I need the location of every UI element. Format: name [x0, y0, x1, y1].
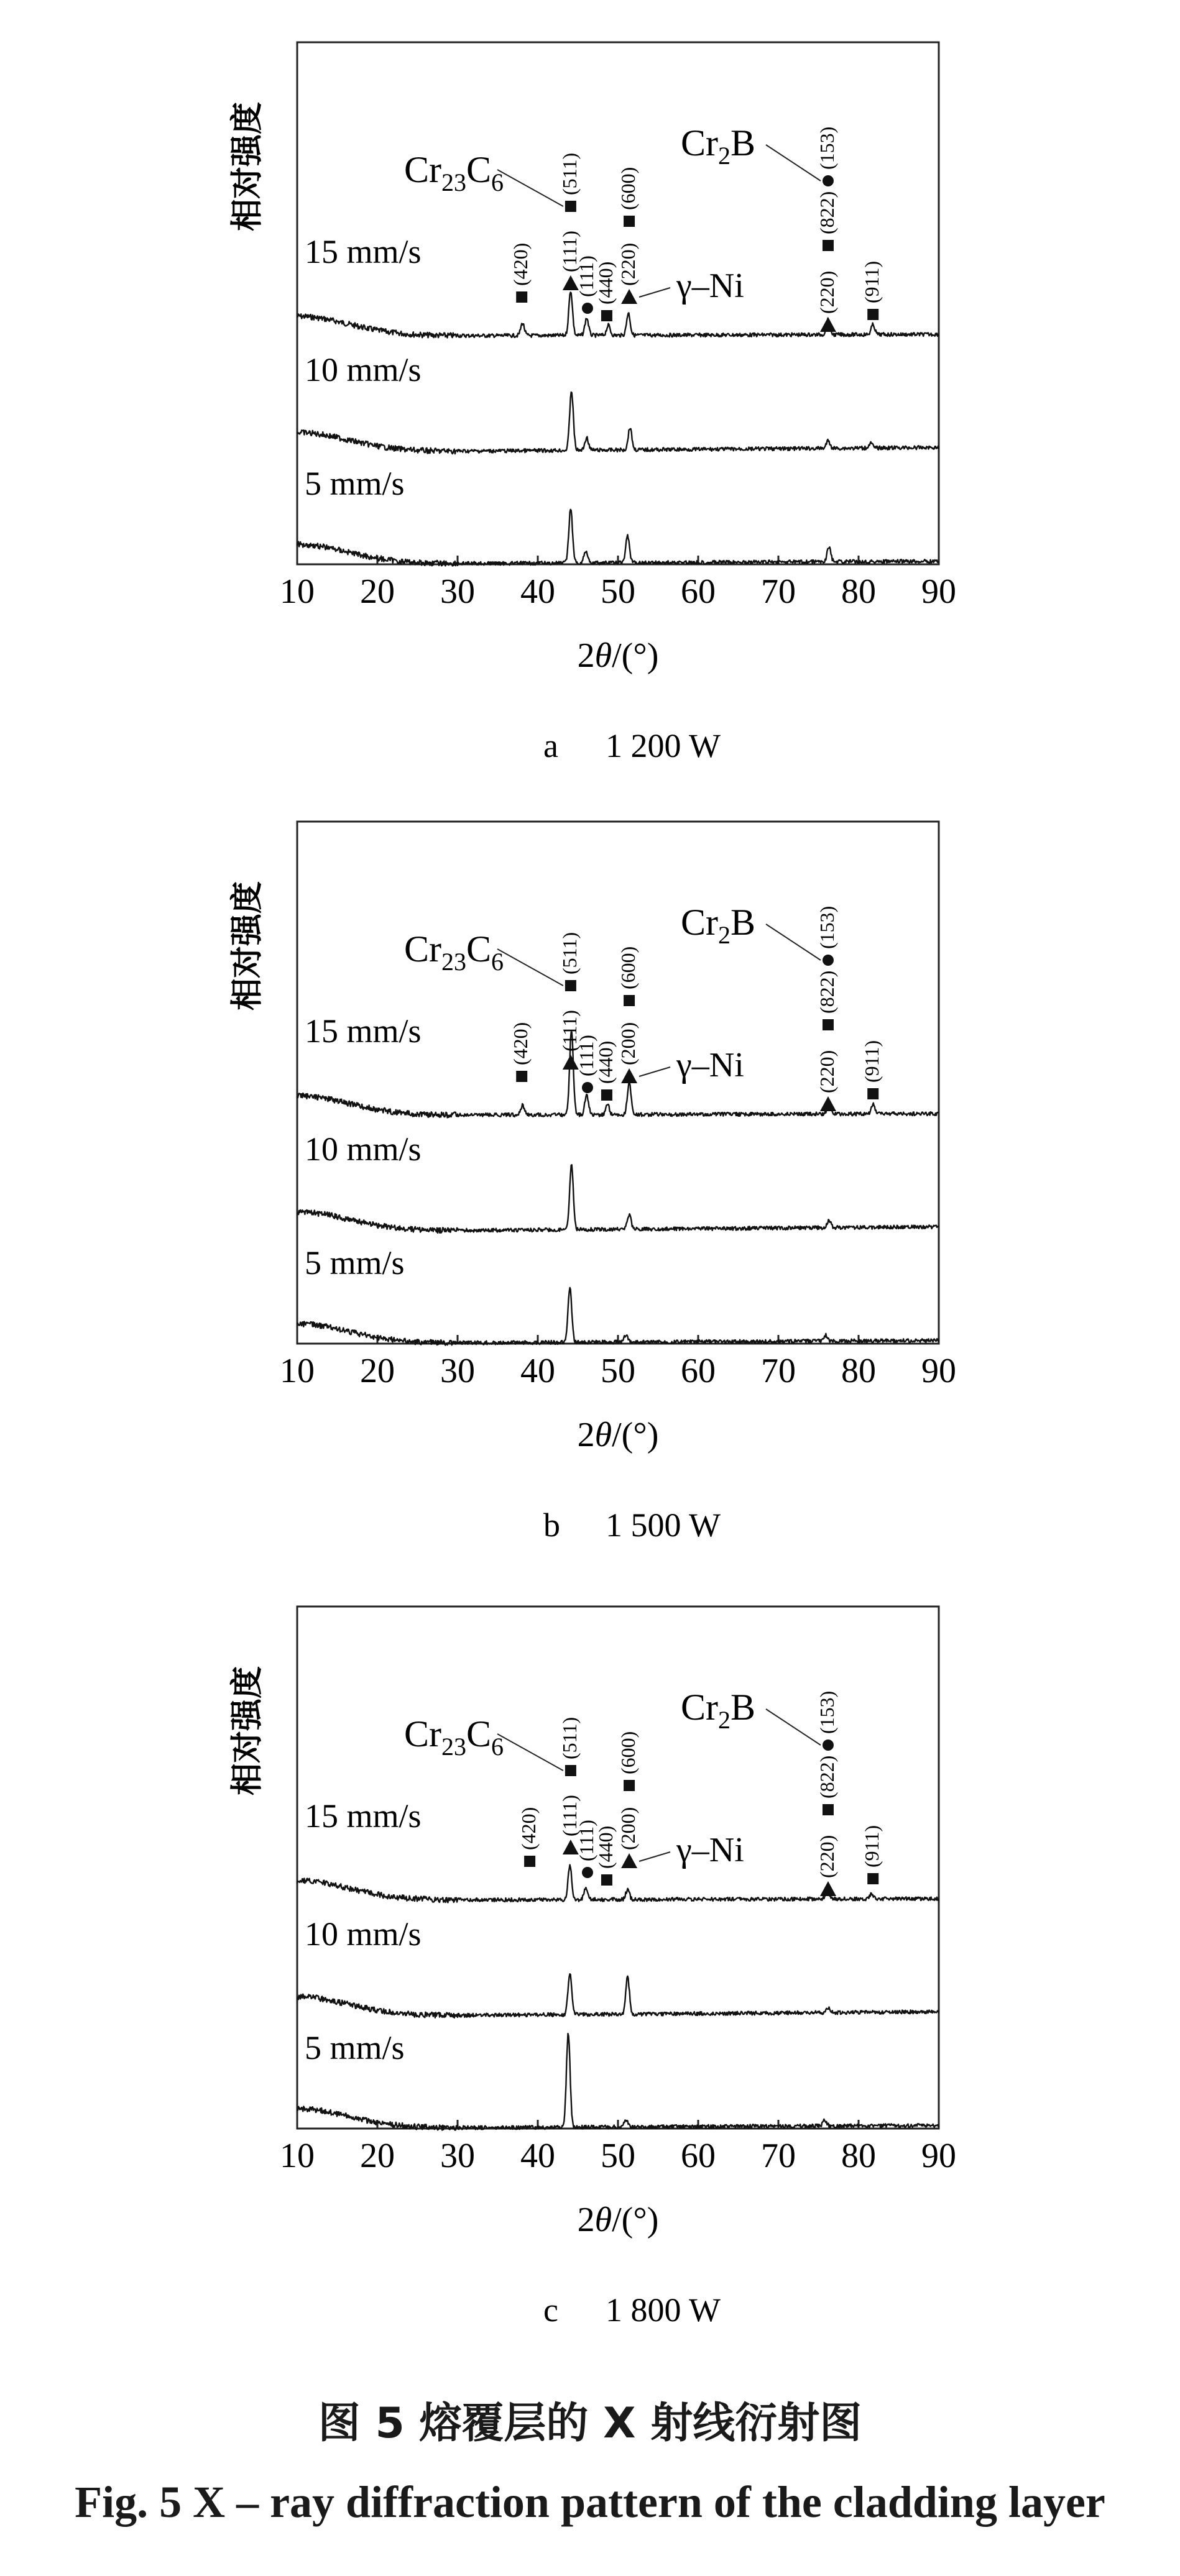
hkl-label: (420) — [509, 1022, 532, 1065]
x-tick-label: 30 — [440, 572, 475, 611]
diffraction-trace — [297, 1974, 939, 2018]
x-tick-label: 20 — [360, 572, 395, 611]
series-label: 15 mm/s — [305, 1012, 422, 1050]
marker-square — [867, 1873, 878, 1884]
phase-label-gamma-ni: γ–Ni — [676, 1046, 744, 1084]
phase-label-cr2b: $Cr_2B$ — [681, 122, 756, 170]
x-tick-label: 30 — [440, 1352, 475, 1390]
x-tick-label: 90 — [921, 572, 956, 611]
phase-label-cr23c6: $Cr_{23}C_6$ — [404, 149, 504, 196]
marker-square — [624, 1780, 635, 1791]
x-tick-label: 40 — [520, 572, 555, 611]
x-axis-label: 2θ/(°) — [577, 2201, 659, 2239]
hkl-label: (111) — [574, 1035, 597, 1076]
x-tick-label: 20 — [360, 2137, 395, 2175]
panel-power: 1 200 W — [606, 727, 721, 764]
y-axis-label: 相对强度 — [230, 1666, 265, 1796]
marker-square — [565, 1765, 576, 1776]
x-tick-label: 10 — [280, 572, 315, 611]
x-tick-label: 40 — [520, 1352, 555, 1390]
y-axis-label: 相对强度 — [230, 101, 265, 232]
marker-circle — [582, 1867, 593, 1878]
x-tick-label: 10 — [280, 2137, 315, 2175]
hkl-label: (911) — [860, 260, 883, 303]
marker-square — [524, 1856, 535, 1867]
hkl-label: (420) — [517, 1807, 540, 1850]
series-label: 15 mm/s — [305, 1797, 422, 1835]
x-tick-label: 40 — [520, 2137, 555, 2175]
series-label: 10 mm/s — [305, 1130, 422, 1168]
hkl-label: (220) — [815, 1050, 838, 1093]
marker-triangle — [621, 289, 637, 304]
leader-line — [497, 949, 563, 986]
hkl-label: (200) — [617, 1807, 640, 1850]
hkl-label: (911) — [860, 1825, 883, 1868]
leader-line — [639, 1852, 670, 1861]
series-label: 5 mm/s — [305, 2029, 405, 2066]
leader-line — [639, 288, 670, 297]
marker-circle — [582, 1082, 593, 1093]
marker-square — [565, 201, 576, 212]
panel-b — [229, 822, 956, 1544]
marker-square — [624, 216, 635, 227]
marker-circle — [582, 303, 593, 314]
hkl-label: (822) — [815, 1755, 838, 1799]
hkl-label: (111) — [574, 1820, 597, 1861]
x-tick-label: 70 — [761, 2137, 796, 2175]
panel-label: a — [543, 727, 558, 764]
phase-label-gamma-ni: γ–Ni — [676, 1831, 744, 1869]
marker-square — [867, 309, 878, 320]
marker-triangle — [820, 1096, 836, 1111]
panel-c — [229, 1607, 956, 2329]
marker-triangle — [621, 1853, 637, 1868]
marker-square — [624, 995, 635, 1006]
x-tick-label: 20 — [360, 1352, 395, 1390]
phase-label-cr2b: $Cr_2B$ — [681, 902, 756, 949]
marker-square — [601, 1089, 612, 1101]
diffraction-trace — [297, 1165, 939, 1233]
hkl-label: (440) — [594, 1825, 617, 1869]
hkl-label: (220) — [617, 242, 640, 286]
leader-line — [766, 1709, 821, 1745]
hkl-label: (111) — [558, 1795, 581, 1836]
x-axis-label: 2θ/(°) — [577, 1416, 659, 1454]
marker-triangle — [621, 1068, 637, 1083]
hkl-label: (600) — [617, 946, 640, 989]
marker-square — [516, 1071, 527, 1082]
marker-square — [601, 310, 612, 321]
leader-line — [766, 924, 821, 960]
hkl-label: (511) — [558, 932, 581, 974]
x-tick-label: 80 — [841, 1352, 876, 1390]
series-label: 10 mm/s — [305, 351, 422, 388]
panel-power: 1 800 W — [606, 2291, 721, 2329]
marker-triangle — [820, 317, 836, 332]
x-tick-label: 70 — [761, 1352, 796, 1390]
x-tick-label: 90 — [921, 2137, 956, 2175]
panel-a — [229, 42, 956, 764]
hkl-label: (822) — [815, 970, 838, 1014]
marker-square — [601, 1874, 612, 1886]
panel-label: c — [543, 2291, 558, 2329]
figure-caption-english: Fig. 5 X – ray diffraction pattern of the cladding layer — [75, 2477, 1105, 2527]
panel-power: 1 500 W — [606, 1506, 721, 1544]
series-label: 15 mm/s — [305, 233, 422, 270]
marker-square — [823, 1019, 834, 1030]
hkl-label: (440) — [594, 1040, 617, 1084]
diffraction-trace — [297, 1865, 939, 1903]
marker-circle — [823, 175, 834, 186]
x-tick-label: 50 — [601, 2137, 635, 2175]
marker-square — [823, 240, 834, 251]
x-tick-label: 60 — [681, 2137, 716, 2175]
phase-label-cr2b: $Cr_2B$ — [681, 1687, 756, 1734]
leader-line — [497, 170, 563, 206]
marker-square — [867, 1088, 878, 1099]
marker-circle — [823, 955, 834, 966]
hkl-label: (600) — [617, 1731, 640, 1774]
x-tick-label: 80 — [841, 2137, 876, 2175]
hkl-label: (420) — [509, 242, 532, 286]
hkl-label: (511) — [558, 152, 581, 195]
x-tick-label: 60 — [681, 572, 716, 611]
series-label: 5 mm/s — [305, 465, 405, 502]
leader-line — [639, 1067, 670, 1076]
hkl-label: (153) — [815, 905, 838, 949]
marker-square — [823, 1804, 834, 1815]
hkl-label: (111) — [558, 1010, 581, 1052]
leader-line — [497, 1734, 563, 1771]
hkl-label: (440) — [594, 261, 617, 305]
panel-label: b — [543, 1506, 560, 1544]
hkl-label: (111) — [574, 255, 597, 297]
marker-triangle — [820, 1881, 836, 1896]
leader-line — [766, 145, 821, 181]
hkl-label: (111) — [558, 231, 581, 272]
phase-label-cr23c6: $Cr_{23}C_6$ — [404, 1713, 504, 1761]
marker-square — [516, 291, 527, 303]
hkl-label: (822) — [815, 191, 838, 234]
y-axis-label: 相对强度 — [230, 881, 265, 1011]
hkl-label: (220) — [815, 270, 838, 314]
x-tick-label: 70 — [761, 572, 796, 611]
series-label: 5 mm/s — [305, 1244, 405, 1281]
hkl-label: (911) — [860, 1040, 883, 1083]
x-tick-label: 50 — [601, 572, 635, 611]
diffraction-trace — [297, 392, 939, 454]
hkl-label: (511) — [558, 1717, 581, 1759]
series-label: 10 mm/s — [305, 1915, 422, 1953]
marker-circle — [823, 1739, 834, 1751]
phase-label-cr23c6: $Cr_{23}C_6$ — [404, 928, 504, 976]
hkl-label: (600) — [617, 167, 640, 210]
x-tick-label: 30 — [440, 2137, 475, 2175]
x-tick-label: 90 — [921, 1352, 956, 1390]
x-tick-label: 10 — [280, 1352, 315, 1390]
x-tick-label: 50 — [601, 1352, 635, 1390]
hkl-label: (220) — [815, 1835, 838, 1878]
x-tick-label: 60 — [681, 1352, 716, 1390]
x-axis-label: 2θ/(°) — [577, 636, 659, 675]
diffraction-trace — [297, 292, 939, 337]
hkl-label: (153) — [815, 1690, 838, 1734]
phase-label-gamma-ni: γ–Ni — [676, 267, 744, 305]
hkl-label: (153) — [815, 126, 838, 170]
hkl-label: (200) — [617, 1022, 640, 1065]
x-tick-label: 80 — [841, 572, 876, 611]
figure-caption-chinese: 图 5 熔覆层的 X 射线衍射图 — [318, 2399, 862, 2448]
marker-square — [565, 980, 576, 991]
